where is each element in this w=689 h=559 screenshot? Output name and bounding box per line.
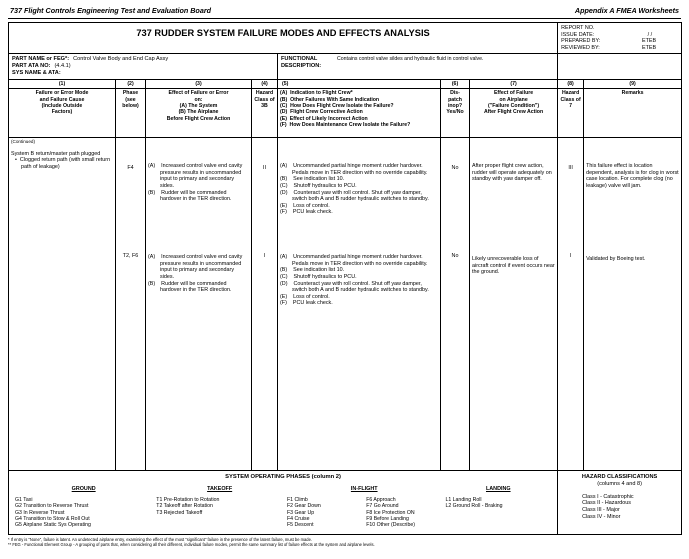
- hazard3b-value-1: II: [263, 165, 266, 172]
- col-num-3: (3): [146, 79, 252, 88]
- table-row: [11, 151, 113, 171]
- cell-hazard-7: [558, 138, 584, 471]
- list-item: F2 Gear Down: [286, 503, 321, 510]
- col-head-1: Failure or Error Mode and Failure Cause (Include Outside Factors): [9, 89, 116, 138]
- col-head-9: Remarks: [584, 89, 682, 138]
- col-head-7: Effect of Failure on Airplane ("Failure Condition") After Flight Crew Action: [470, 89, 558, 138]
- list-item: F4 Cruise: [286, 515, 310, 522]
- cell-remarks: [584, 138, 682, 471]
- phase-group-ground-title: GROUND: [71, 486, 96, 493]
- phase-group-inflight-col1: [285, 496, 364, 530]
- col-num-2: (2): [116, 79, 146, 88]
- col-head-4: Hazard Class of 3B: [252, 89, 278, 138]
- phases-title: SYSTEM OPERATING PHASES (column 2): [225, 474, 341, 481]
- col-head-8: Hazard Class of 7: [558, 89, 584, 138]
- list-item: G2 Transition to Reverse Thrust: [15, 503, 89, 510]
- phase-group-takeoff-title: TAKEOFF: [207, 486, 233, 493]
- col-num-9: (9): [584, 79, 682, 88]
- fmea-table: [8, 22, 682, 535]
- cell-hazard-3b: [252, 138, 278, 471]
- indication-block-1: (A) Uncommanded partial hinge moment rudder hardover. Pedals move in TER direction with no override capability. (B) See indication list 10. (C) Shutoff hydraulics to PCU. (D) Counteract yaw with roll control. Shut off yaw damper, switch both A and B rudder hydraulic switches to standby. (E) Loss of control. (F) PCU leak check.: [280, 163, 429, 216]
- report-info-block: [558, 23, 682, 54]
- part-ata-value: (4.4.1): [54, 63, 71, 70]
- list-item: F10 Other (Describe): [366, 522, 415, 529]
- cell-failure-mode: [9, 138, 116, 471]
- indication-block-2: (A) Uncommanded partial hinge moment rudder hardover. Pedals move in TER direction with no override capability. (B) See indication list 10. (C) Shutoff hydraulics to PCU. (D) Counteract yaw with roll control. Shut off yaw damper, switch both A and B rudder hydraulic switches to standby. (E) Loss of control. (F) PCU leak check.: [280, 254, 429, 307]
- col-num-4: (4): [252, 79, 278, 88]
- list-item: F5 Descent: [286, 522, 314, 529]
- hazard7-value-2: I: [569, 253, 572, 260]
- effect-block-2: (A) Increased control valve end cavity pressure results in uncommanded input to primary and secondary sides. (B) Rudder will be commanded hardover in the TER direction.: [148, 254, 243, 294]
- hazard-title: HAZARD CLASSIFICATIONS: [581, 474, 658, 481]
- phase-group-takeoff-items: [154, 496, 285, 530]
- list-item: F1 Climb: [286, 496, 308, 503]
- header-right: Appendix A FMEA Worksheets: [574, 6, 679, 15]
- prepared-by-label: PREPARED BY:: [561, 38, 601, 45]
- prepared-by-value: ETEB: [642, 38, 657, 45]
- list-item: F9 Before Landing: [366, 515, 409, 522]
- report-no-label: REPORT NO.: [561, 25, 595, 31]
- cell-dispatch: [441, 138, 470, 471]
- column-header-row: [9, 89, 682, 138]
- reviewed-by-value: ETEB: [642, 44, 657, 51]
- effect7-value-1: After proper flight crew action, rudder will operate adequately on standby with yaw damper off.: [472, 163, 552, 183]
- phase-group-inflight-col2: [364, 496, 443, 530]
- failure-mode-bullet-1: • Clogged return path (with small return path of leakage): [15, 157, 111, 170]
- phase-group-landing-title: LANDING: [485, 486, 511, 493]
- issue-date-value: / /: [647, 31, 653, 38]
- effect7-value-2: Likely unrecoverable loss of aircraft control if event occurs near the ground.: [472, 256, 555, 276]
- column-number-row: [9, 79, 682, 88]
- cell-indication: [278, 138, 441, 471]
- list-item: T1 Pre-Rotation to Rotation: [156, 496, 220, 503]
- col-num-7: (7): [470, 79, 558, 88]
- list-item: Class I - Catastrophic: [582, 493, 634, 500]
- issue-date-label: ISSUE DATE:: [561, 31, 595, 38]
- effect-block-1: (A) Increased control valve end cavity pressure results in uncommanded input to primary and secondary sides. (B) Rudder will be commanded hardover in the TER direction.: [148, 163, 243, 203]
- sys-name-label: SYS NAME & ATA:: [12, 70, 61, 76]
- col-num-6: (6): [441, 79, 470, 88]
- part-ata-label: PART ATA NO:: [12, 63, 51, 70]
- part-ident-block: [9, 54, 278, 79]
- footnote-2: ** FEG - Functional Element Group - A grouping of parts that, when considering all their different, individual failure modes, permit the same summary list of failure effects at the system and airplane levels.: [8, 542, 375, 548]
- title-row: [9, 23, 682, 54]
- phase-group-inflight-title: IN-FLIGHT: [350, 486, 378, 493]
- phase-value-1: F4: [127, 165, 134, 172]
- list-item: G3 In Reverse Thrust: [15, 509, 65, 516]
- operating-phases-box: [9, 471, 558, 534]
- phase-value-2: T2, F6: [122, 253, 139, 260]
- list-item: T3 Rejected Takeoff: [156, 509, 203, 516]
- part-name-label: PART NAME or FEG*:: [12, 56, 70, 63]
- functional-desc-label: FUNCTIONAL DESCRIPTION:: [281, 56, 322, 69]
- col-num-8: (8): [558, 79, 584, 88]
- continued-marker: (Continued): [11, 139, 36, 145]
- hazard3b-value-2: I: [263, 253, 266, 260]
- list-item: L1 Landing Roll: [445, 496, 482, 503]
- phases-table: [13, 485, 553, 529]
- footnote-1: * If entry is "None", failure is latent. An undetected airplane entry, examining the effect of the most "significant" failure in the presence of the latent failure, must be made.: [8, 536, 312, 542]
- col-head-2: Phase (see below): [116, 89, 146, 138]
- header-rule: [8, 18, 681, 19]
- col-head-3: Effect of Failure or Error on: (A) The System (B) The Airplane Before Flight Crew Action: [146, 89, 252, 138]
- hazard-classifications-box: [558, 471, 682, 534]
- phase-group-ground-items: [13, 496, 154, 530]
- reviewed-by-label: REVIEWED BY:: [561, 44, 600, 51]
- header-left: 737 Flight Controls Engineering Test and Evaluation Board: [10, 6, 212, 15]
- col-head-6: Dis- patch inop? Yes/No: [441, 89, 470, 138]
- cell-effect-after: [470, 138, 558, 471]
- list-item: T2 Takeoff after Rotation: [156, 503, 213, 510]
- list-item: G5 Airplane Static Sys Operating: [15, 522, 91, 529]
- dispatch-value-1: No: [451, 165, 459, 172]
- footnotes: [8, 535, 681, 548]
- remarks-value-2: Validated by Boeing test.: [586, 256, 646, 263]
- list-item: F3 Gear Up: [286, 509, 315, 516]
- functional-desc-block: [278, 54, 558, 79]
- col-num-1: (1): [9, 79, 116, 88]
- list-item: G1 Taxi: [15, 496, 33, 503]
- remarks-value-1: This failure effect is location dependent, analysis is for clog in worst case location. For complete clog (no leakage) valve will jam.: [586, 163, 679, 189]
- col-num-5: (5): [278, 79, 441, 88]
- data-body-row: [9, 138, 682, 471]
- hazard-subtitle: (columns 4 and 8): [597, 480, 642, 487]
- list-item: Class IV - Minor: [582, 513, 621, 520]
- list-item: F8 Ice Protection ON: [366, 509, 415, 516]
- legend-row: [9, 471, 682, 534]
- part-name-value: Control Valve Body and End Cap Assy: [73, 56, 169, 63]
- list-item: F7 Go Around: [366, 503, 399, 510]
- phase-group-landing-items: [443, 496, 553, 530]
- dispatch-value-2: No: [451, 253, 459, 260]
- list-item: Class II - Hazardous: [582, 500, 631, 507]
- list-item: Class III - Major: [582, 506, 620, 513]
- hazard7-value-1: III: [568, 165, 573, 172]
- worksheet-title: 737 RUDDER SYSTEM FAILURE MODES AND EFFECTS ANALYSIS: [9, 23, 558, 54]
- cell-phase: [116, 138, 146, 471]
- col-head-5: (A) Indication to Flight Crew* (B) Other Failures With Same Indication (C) How Does Flight Crew Isolate the Failure? (D) Flight Crew Corrective Action (E) Effect of Likely Incorrect Action (F) How Does Maintenance Crew Isolate the Failure?: [278, 89, 441, 138]
- cell-effect: [146, 138, 252, 471]
- ident-spacer: [558, 54, 682, 79]
- list-item: L2 Ground Roll - Braking: [445, 503, 503, 510]
- ident-row: [9, 54, 682, 79]
- page-header: [8, 6, 681, 18]
- list-item: F6 Approach: [366, 496, 396, 503]
- list-item: G4 Transition to Stow & Roll Out: [15, 515, 90, 522]
- functional-desc-value: Contains control valve sildes and hydraulic fluid in control valve.: [337, 56, 484, 63]
- failure-mode-text-1: System B return/master path plugged: [11, 150, 101, 157]
